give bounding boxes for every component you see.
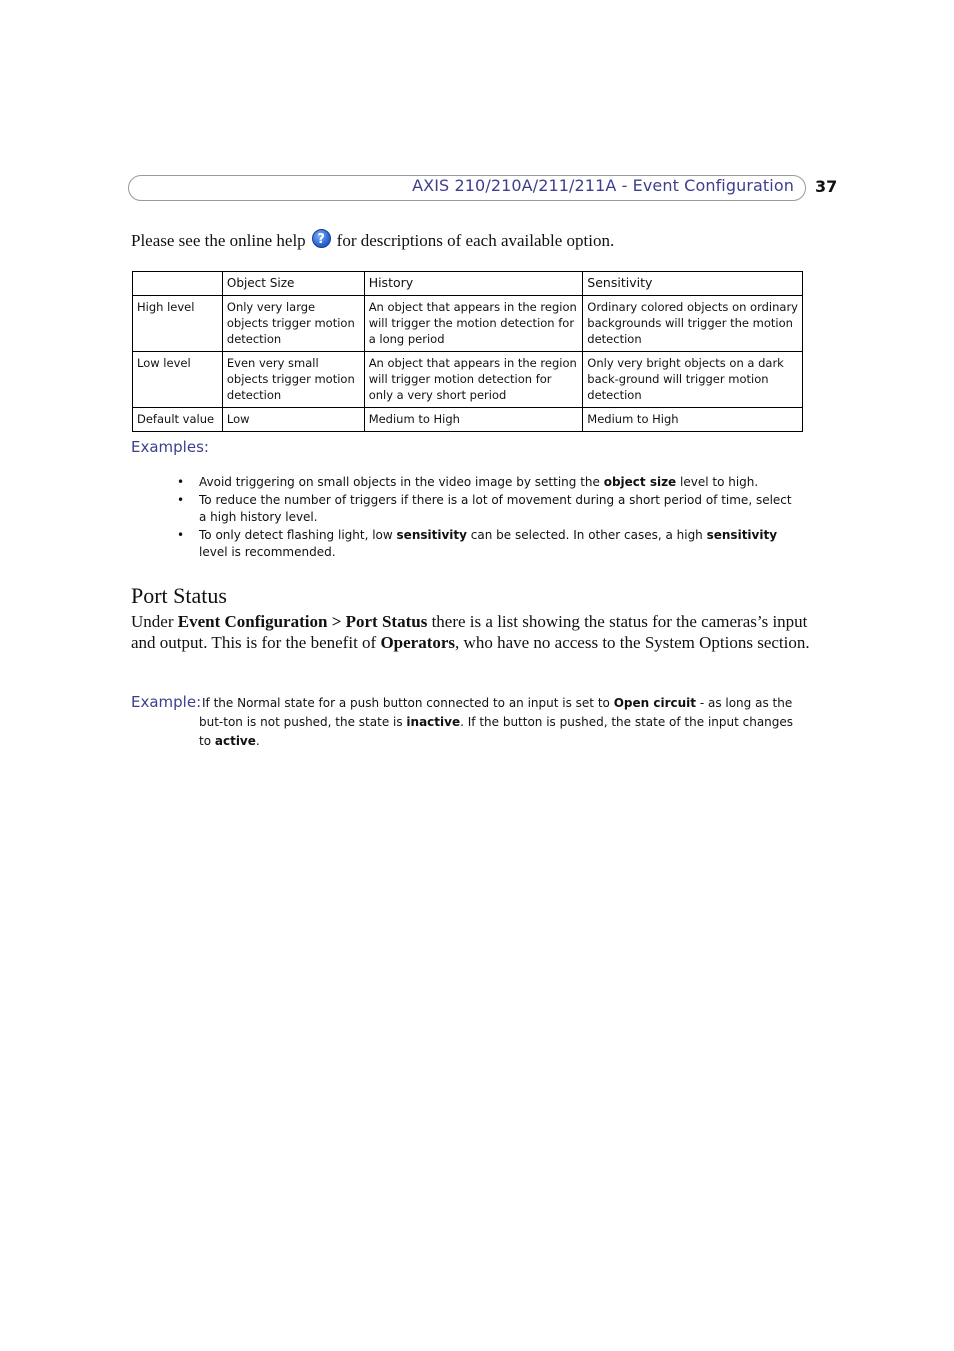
table-header-row — [133, 272, 803, 296]
para-keyword: Operators — [380, 633, 456, 652]
table-cell: Even very small objects trigger motion detection — [222, 352, 364, 408]
list-item — [177, 527, 799, 561]
para-keyword: Event Configuration > Port Status — [177, 612, 428, 631]
para-text: , who have no access to the System Options section. — [455, 633, 810, 652]
page-number: 37 — [815, 177, 838, 196]
table-cell: Medium to High — [583, 408, 803, 432]
bullet-keyword: sensitivity — [396, 528, 467, 542]
table-header-history: History — [364, 272, 583, 296]
intro-before: Please see the online help — [131, 231, 306, 250]
table-cell: Default value — [133, 408, 223, 432]
intro-sentence — [131, 231, 614, 251]
example-text-part: If the Normal state for a push button connected to an input is set to — [202, 696, 614, 710]
table-row — [133, 352, 803, 408]
bullet-text: To only detect flashing light, low — [199, 528, 397, 542]
bullet-keyword: sensitivity — [706, 528, 778, 542]
bullet-text: level is recommended. — [199, 545, 336, 559]
bullet-keyword: object size — [603, 475, 677, 489]
example-text-part: . — [255, 734, 260, 748]
bullet-text: level to high. — [676, 475, 759, 489]
example-text-part: - as long as the but-ton is not pushed, the state is — [199, 696, 793, 729]
examples-list — [177, 474, 799, 562]
example-text — [199, 694, 799, 751]
table-cell: High level — [133, 296, 223, 352]
list-item — [177, 474, 799, 491]
section-paragraph — [131, 611, 811, 653]
table-header-empty — [133, 272, 223, 296]
example-text-part: . If the button is pushed, the state of the input changes to — [199, 715, 794, 748]
example-keyword: active — [214, 734, 256, 748]
header-title: AXIS 210/210A/211/211A - Event Configuration — [412, 176, 794, 195]
table-cell: An object that appears in the region will trigger motion detection for only a very short period — [364, 352, 583, 408]
para-text: Under — [131, 612, 178, 631]
example-label: Example: — [131, 693, 202, 711]
table-cell: Only very bright objects on a dark back-ground will trigger motion detection — [583, 352, 803, 408]
table-row — [133, 296, 803, 352]
intro-after: for descriptions of each available option. — [336, 231, 615, 250]
bullet-icon: • — [177, 475, 185, 489]
bullet-icon: • — [177, 528, 185, 542]
table-row — [133, 408, 803, 432]
example-keyword: Open circuit — [613, 696, 696, 710]
options-table — [132, 271, 803, 432]
para-text: there is a list showing the status for the cameras’s input and output. This is for the benefit of — [131, 612, 808, 652]
bullet-text: can be selected. In other cases, a high — [466, 528, 707, 542]
bullet-text: Avoid triggering on small objects in the video image by setting the — [199, 475, 604, 489]
list-item — [177, 492, 799, 526]
table-cell: Low — [222, 408, 364, 432]
bullet-text: To reduce the number of triggers if there is a lot of movement during a short period of time, select a high history level. — [199, 493, 792, 524]
table-header-object-size: Object Size — [222, 272, 364, 296]
example-keyword: inactive — [406, 715, 461, 729]
table-cell: Low level — [133, 352, 223, 408]
section-title: Port Status — [131, 583, 227, 608]
examples-heading: Examples: — [131, 438, 209, 456]
table-cell: Only very large objects trigger motion detection — [222, 296, 364, 352]
bullet-icon: • — [177, 493, 185, 507]
table-cell: An object that appears in the region will trigger the motion detection for a long period — [364, 296, 583, 352]
table-cell: Medium to High — [364, 408, 583, 432]
table-header-sensitivity: Sensitivity — [583, 272, 803, 296]
help-question-icon: ? — [312, 229, 331, 248]
table-cell: Ordinary colored objects on ordinary backgrounds will trigger the motion detection — [583, 296, 803, 352]
